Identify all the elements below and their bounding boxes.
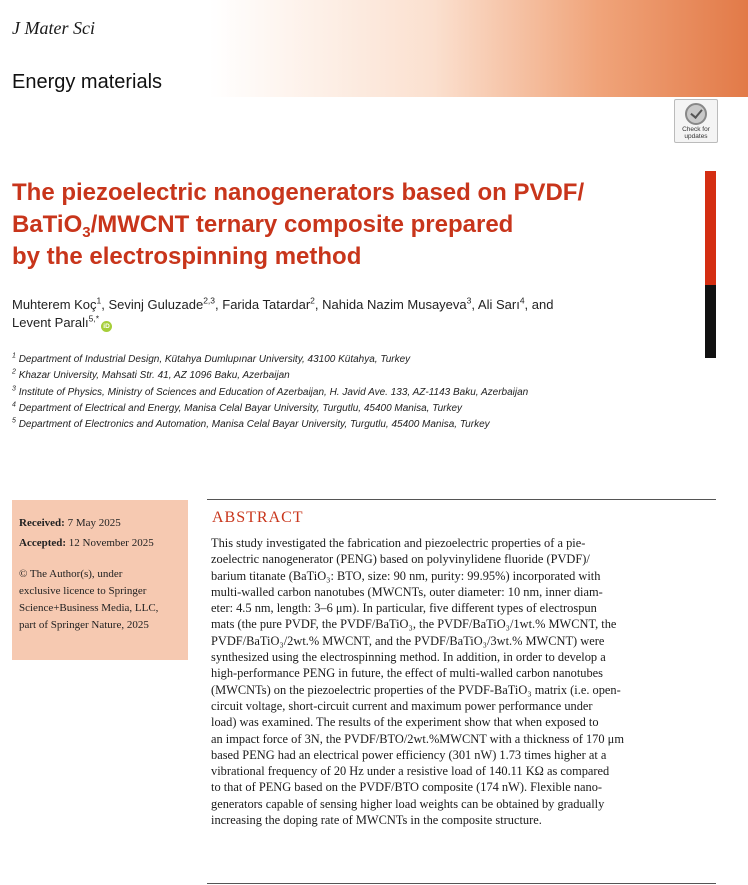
affiliation: $^2$ Khazar University, Mahsati Str. 41, AZ 1096 Baku, Azerbaijan xyxy=(12,368,290,382)
abstract-line: load) was examined. The results of the experiment show that when exposed to xyxy=(211,715,599,730)
check-for-updates-badge[interactable] xyxy=(674,99,718,143)
abstract-line: synthesized using the electrospinning method. In addition, in order to develop a xyxy=(211,650,606,665)
author-list: Muhterem Koç$^1$, Sevinj Guluzade$^{2,3}$, Farida Tatardar$^2$, Nahida Nazim Musayeva$^3$, Ali Sarı$^4$, and Levent Paralı$^{5,*}$iD xyxy=(12,295,554,330)
abstract-line: increasing the doping rate of MWCNTs in the composite structure. xyxy=(211,813,542,828)
article-info-box xyxy=(12,500,188,660)
abstract-line: This study investigated the fabrication and piezoelectric properties of a pie- xyxy=(211,536,586,550)
copyright-notice: © The Author(s), under exclusive licence to Springer Science+Business Media, LLC, part of Springer Nature, 2025 xyxy=(19,568,159,631)
author-name[interactable]: Ali Sarı xyxy=(477,297,520,312)
affiliation: $^1$ Department of Industrial Design, Kütahya Dumlupınar University, 43100 Kütahya, Turkey xyxy=(12,352,411,365)
author-name[interactable]: Muhterem Koç xyxy=(12,297,97,312)
abstract-bottom-rule xyxy=(207,883,716,884)
abstract-heading: ABSTRACT xyxy=(212,509,304,526)
author-name[interactable]: Sevinj Guluzade xyxy=(108,297,204,312)
check-updates-text: Check for updates xyxy=(682,126,710,140)
author-name[interactable]: Farida Tatardar xyxy=(222,297,311,312)
abstract-line: to that of PENG based on the PVDF/BTO composite (174 nW). Flexible nano- xyxy=(211,780,603,795)
affiliation: $^3$ Institute of Physics, Ministry of Sciences and Education of Azerbaijan, H. Javid Ave. 133, AZ-1143 Baku, Azerbaijan xyxy=(12,385,529,398)
abstract-line: barium titanate (BaTiO₃: BTO, size: 90 nm, purity: 99.95%) incorporated with xyxy=(211,568,601,583)
abstract-line: vibrational frequency of 20 Hz under a resistive load of 140.11 KΩ as compared xyxy=(211,764,610,779)
journal-name: J Mater Sci xyxy=(12,18,95,38)
article-title: The piezoelectric nanogenerators based on PVDF/ BaTiO$_3$/MWCNT ternary composite prepared by the electrospinning method xyxy=(12,179,585,270)
abstract-line: (MWCNTs) on the piezoelectric properties of the PVDF-BaTiO₃ matrix (i.e. open- xyxy=(211,682,621,697)
abstract-line: zoelectric nanogenerator (PENG) based on polyvinylidene fluoride (PVDF)/ xyxy=(211,552,590,567)
abstract-line: an impact force of 3N, the PVDF/BTO/2wt.%MWCNT with a thickness of 170 μm xyxy=(211,731,624,746)
abstract-line: mats (the pure PVDF, the PVDF/BaTiO₃, the PVDF/BaTiO₃/1wt.% MWCNT, the xyxy=(211,617,617,632)
abstract-top-rule xyxy=(207,499,716,500)
abstract-line: PVDF/BaTiO₃/2wt.% MWCNT, and the PVDF/BaTiO₃/3wt.% MWCNT) were xyxy=(211,633,605,648)
orcid-icon[interactable]: iD xyxy=(101,321,112,332)
check-updates-icon xyxy=(685,103,707,125)
abstract-line: high-performance PENG in future, the effect of multi-walled carbon nanotubes xyxy=(211,666,604,681)
abstract-body xyxy=(211,535,716,828)
abstract-line: eter: 4.5 nm, length: 3–6 μm). In particular, five different types of electrospun xyxy=(211,601,597,616)
author-name[interactable]: Nahida Nazim Musayeva xyxy=(322,297,467,312)
received-date: Received: 7 May 2025 xyxy=(19,517,121,529)
accent-bar-black xyxy=(705,285,716,358)
abstract-line: based PENG had an electrical power efficiency (301 nW) 1.73 times higher at a xyxy=(211,747,607,762)
accent-bar-red xyxy=(705,171,716,285)
affiliation-list xyxy=(12,352,692,433)
affiliation: $^4$ Department of Electrical and Energy, Manisa Celal Bayar University, Turgutlu, 45400 Manisa, Turkey xyxy=(12,401,463,414)
section-label: Energy materials xyxy=(12,71,163,93)
author-name[interactable]: Levent Paralı xyxy=(12,315,89,330)
accepted-date: Accepted: 12 November 2025 xyxy=(19,537,154,549)
abstract-line: multi-walled carbon nanotubes (MWCNTs, outer diameter: 10 nm, inner diam- xyxy=(211,584,603,599)
abstract-line: circuit voltage, short-circuit current and maximum power performance under xyxy=(211,698,593,713)
abstract-line: generators capable of sensing higher load weights can be obtained by gradually xyxy=(211,796,605,811)
affiliation: $^5$ Department of Electronics and Automation, Manisa Celal Bayar University, Turgutlu, 45400 Manisa, Turkey xyxy=(12,417,490,431)
